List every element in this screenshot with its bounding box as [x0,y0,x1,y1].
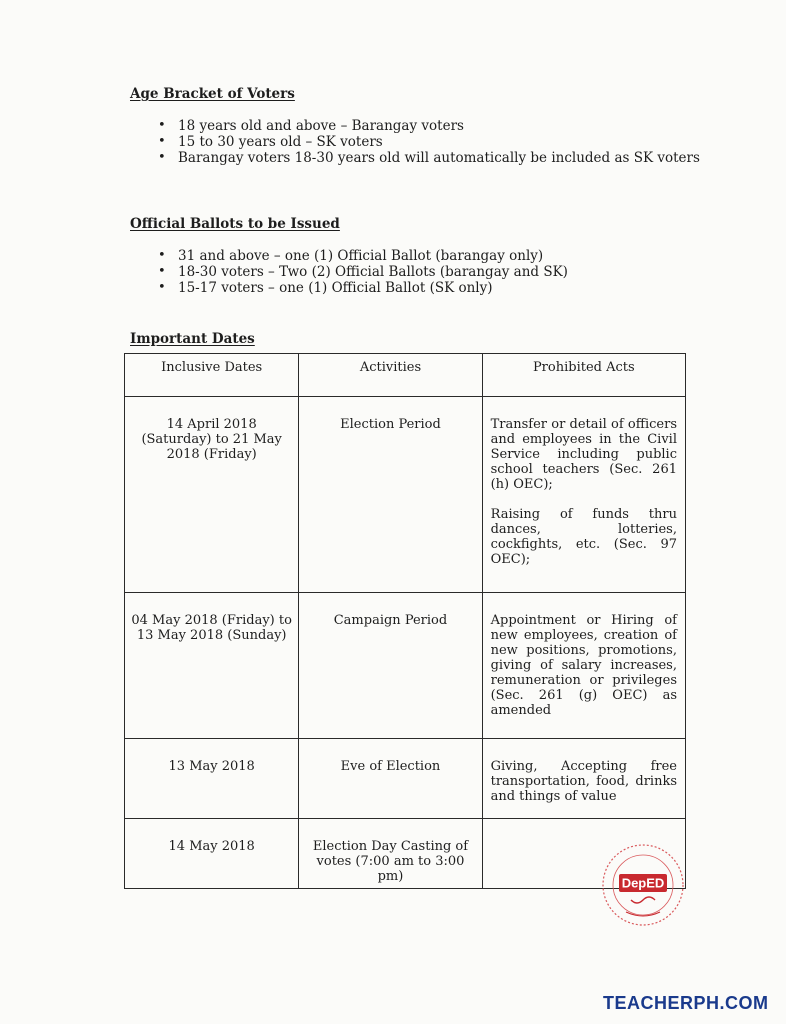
list-item: • 15 to 30 years old – SK voters [158,134,718,150]
prohibited-act: Giving, Accepting free transportation, food, drinks and things of value [490,759,677,804]
activity-cell: Election Day Casting of votes (7:00 am to 3:00 pm) [312,839,469,884]
date-cell: 13 May 2018 [168,759,255,774]
list-item: • Barangay voters 18-30 years old will automatically be included as SK voters [158,150,718,166]
important-dates-table [124,353,686,889]
list-item: • 18 years old and above – Barangay voters [158,118,718,134]
activity-cell: Eve of Election [340,759,441,774]
deped-seal-icon [598,840,688,930]
activity-cell: Election Period [340,417,441,432]
table-header-row [125,354,686,397]
date-cell: 14 May 2018 [168,839,255,854]
important-dates-title: Important Dates [130,331,255,347]
header-inclusive-dates: Inclusive Dates [125,354,299,397]
list-item: • 31 and above – one (1) Official Ballot (barangay only) [158,248,718,264]
prohibited-act: Raising of funds thru dances, lotteries, cockfights, etc. (Sec. 97 OEC); [490,507,677,567]
table-row [125,397,686,593]
prohibited-act: Appointment or Hiring of new employees, creation of new positions, promotions, giving of salary increases, remuneration or privileges (Sec. 261 (g) OEC) as amended [490,613,677,718]
date-cell: 04 May 2018 (Friday) to 13 May 2018 (Sunday) [131,613,292,643]
header-prohibited-acts: Prohibited Acts [482,354,685,397]
list-item: • 15-17 voters – one (1) Official Ballot (SK only) [158,280,718,296]
table-row [125,739,686,819]
age-bracket-title: Age Bracket of Voters [130,86,295,102]
date-cell: 14 April 2018 (Saturday) to 21 May 2018 (Friday) [141,417,282,462]
svg-text:DepED: DepED [621,875,665,891]
header-activities: Activities [299,354,482,397]
ballots-list [158,248,718,296]
list-item: • 18-30 voters – Two (2) Official Ballots (barangay and SK) [158,264,718,280]
age-bracket-list [158,118,718,166]
activity-cell: Campaign Period [333,613,448,628]
table-row [125,593,686,739]
footer-brand[interactable]: TEACHERPH.COM [603,993,769,1013]
ballots-title: Official Ballots to be Issued [130,216,340,232]
prohibited-act: Transfer or detail of officers and employees in the Civil Service including public school teachers (Sec. 261 (h) OEC); [490,417,677,492]
